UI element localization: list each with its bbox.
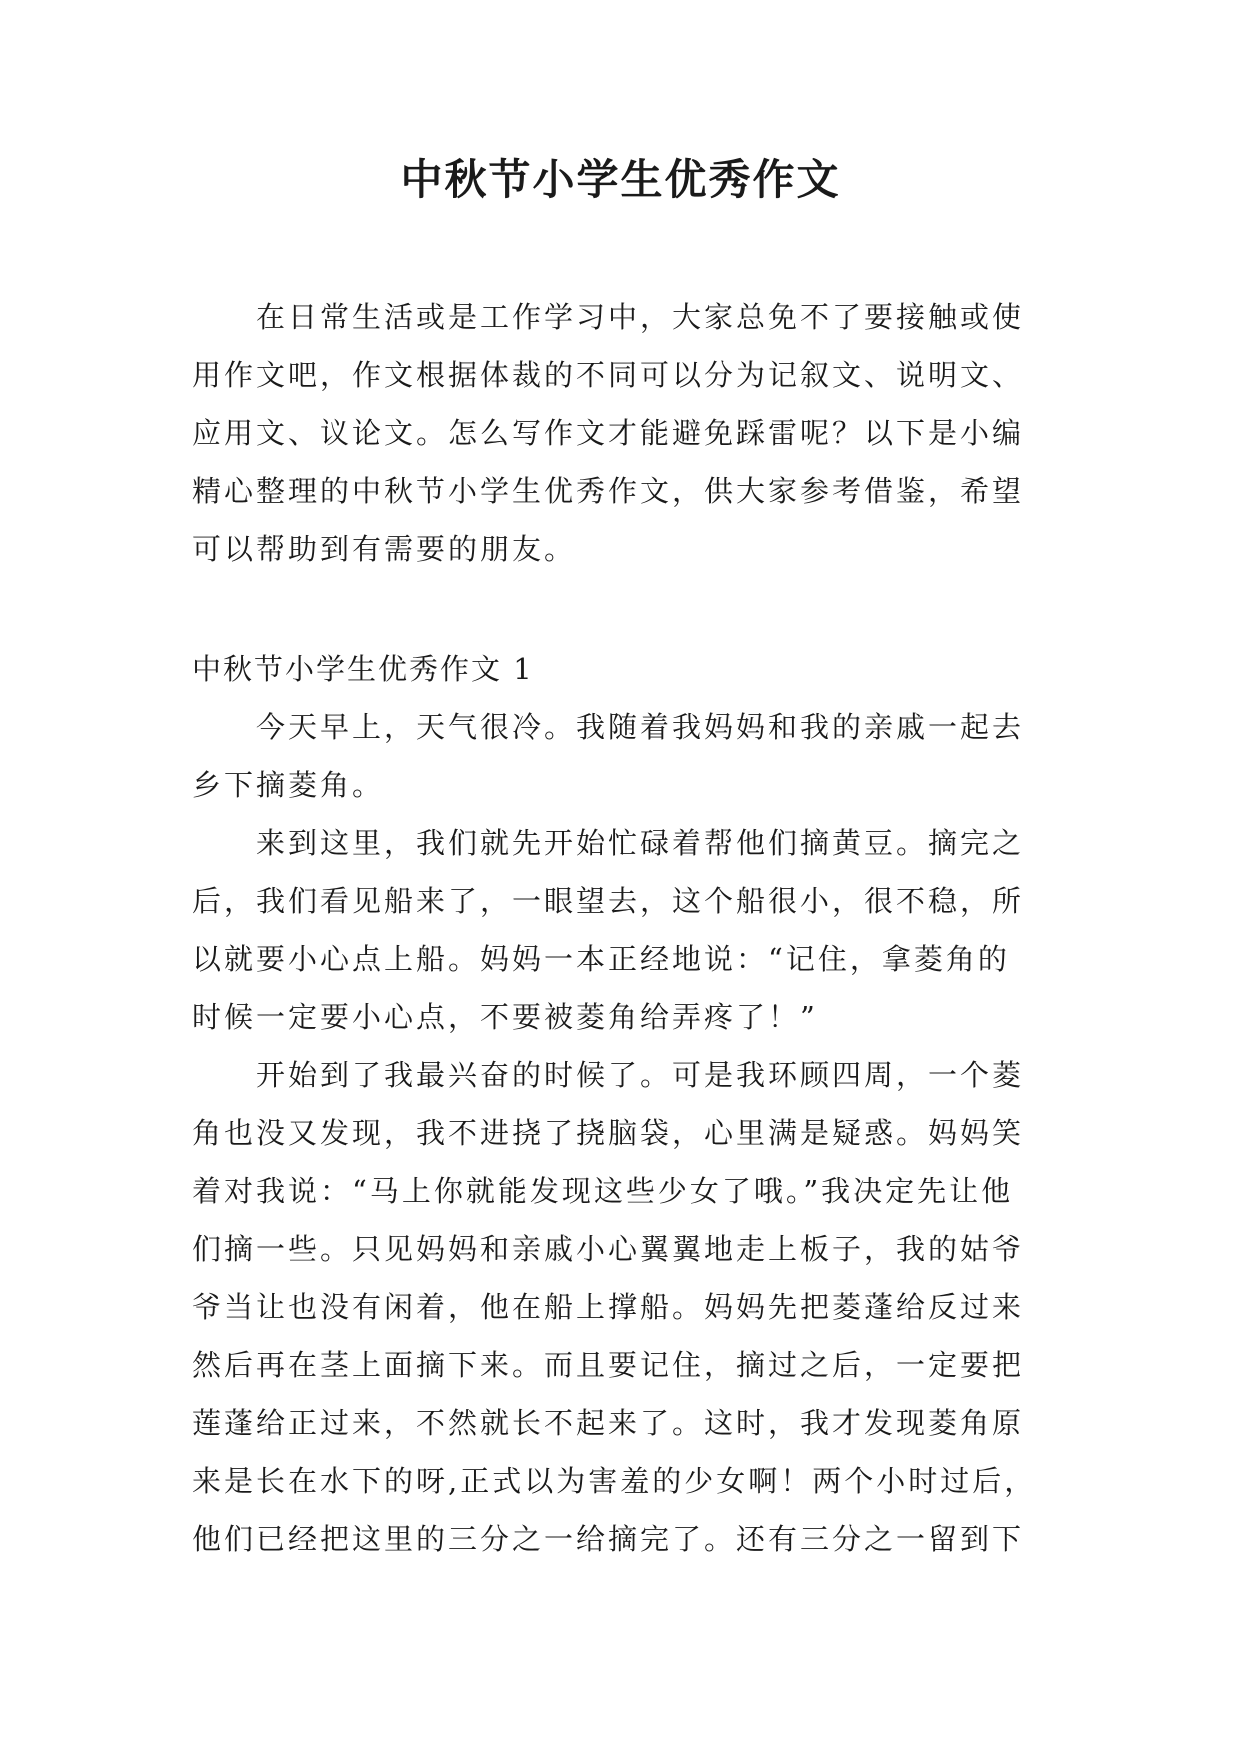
text-line: 乡下摘菱角。 <box>192 768 385 802</box>
text-line: 应用文、议论文。怎么写作文才能避免踩雷呢？以下是小编 <box>192 416 1025 450</box>
text-line: 然后再在茎上面摘下来。而且要记住，摘过之后，一定要把 <box>192 1348 1025 1382</box>
essay-section <box>192 640 1072 1568</box>
text-line: 来到这里，我们就先开始忙碌着帮他们摘黄豆。摘完之 <box>256 826 1025 860</box>
text-line: 时候一定要小心点，不要被菱角给弄疼了！” <box>192 1000 818 1034</box>
text-line: 开始到了我最兴奋的时候了。可是我环顾四周，一个菱 <box>256 1058 1025 1092</box>
text-line: 们摘一些。只见妈妈和亲戚小心翼翼地走上板子，我的姑爷 <box>192 1232 1025 1266</box>
text-line: 用作文吧，作文根据体裁的不同可以分为记叙文、说明文、 <box>192 358 1025 392</box>
text-line: 他们已经把这里的三分之一给摘完了。还有三分之一留到下 <box>192 1522 1025 1556</box>
intro-paragraph <box>192 288 1072 578</box>
text-line: 莲蓬给正过来，不然就长不起来了。这时，我才发现菱角原 <box>192 1406 1025 1440</box>
text-line: 来是长在水下的呀,正式以为害羞的少女啊！两个小时过后， <box>192 1464 1037 1498</box>
text-line: 可以帮助到有需要的朋友。 <box>192 532 577 566</box>
text-line: 以就要小心点上船。妈妈一本正经地说：“记住，拿菱角的 <box>192 942 1010 976</box>
section-heading: 中秋节小学生优秀作文 1 <box>192 652 534 686</box>
document-title: 中秋节小学生优秀作文 <box>400 155 841 204</box>
text-line: 精心整理的中秋节小学生优秀作文，供大家参考借鉴，希望 <box>192 474 1025 508</box>
text-line: 后，我们看见船来了，一眼望去，这个船很小，很不稳，所 <box>192 884 1025 918</box>
text-line: 着对我说：“马上你就能发现这些少女了哦。”我决定先让他 <box>192 1174 1014 1208</box>
text-line: 今天早上，天气很冷。我随着我妈妈和我的亲戚一起去 <box>256 710 1025 744</box>
text-line: 角也没又发现，我不进挠了挠脑袋，心里满是疑惑。妈妈笑 <box>192 1116 1025 1150</box>
text-line: 在日常生活或是工作学习中，大家总免不了要接触或使 <box>256 300 1025 334</box>
text-line: 爷当让也没有闲着，他在船上撑船。妈妈先把菱蓬给反过来 <box>192 1290 1025 1324</box>
